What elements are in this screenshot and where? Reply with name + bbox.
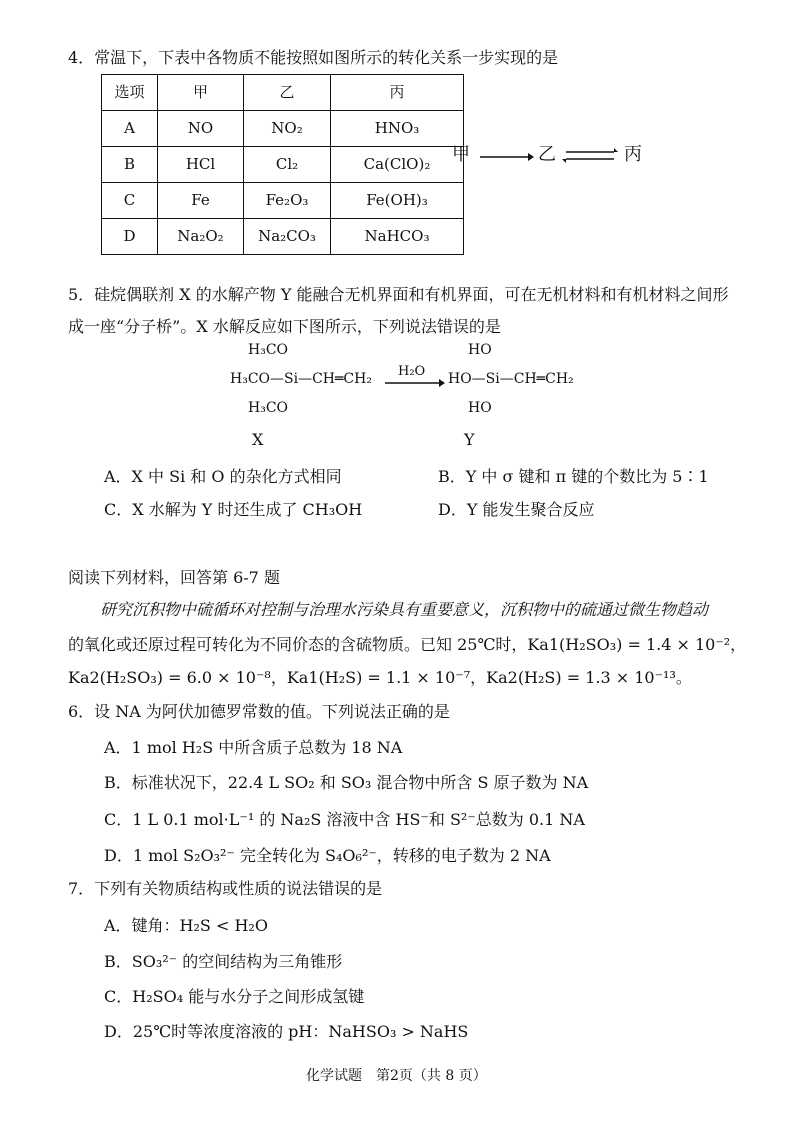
table-cell: HCl <box>158 147 244 183</box>
reagent-label: H₂O <box>398 364 426 379</box>
equilibrium-arrow-icon <box>562 146 618 166</box>
q7-option-d: D．25℃时等浓度溶液的 pH：NaHSO₃ > NaHS <box>104 1022 469 1041</box>
x-top-group: H₃CO <box>248 342 289 358</box>
q7-stem: 7．下列有关物质结构或性质的说法错误的是 <box>68 879 383 898</box>
table-header: 选项 <box>102 75 158 111</box>
q5-stem-line2: 成一座“分子桥”。X 水解反应如下图所示，下列说法错误的是 <box>68 317 501 336</box>
table-cell: D <box>102 219 158 255</box>
q6-option-b: B．标准状况下，22.4 L SO₂ 和 SO₃ 混合物中所含 S 原子数为 NA <box>104 773 589 792</box>
reaction-arrow-icon <box>385 378 445 388</box>
material-line1: 研究沉积物中硫循环对控制与治理水污染具有重要意义，沉积物中的硫通过微生物趋动 <box>100 600 709 619</box>
conversion-scheme <box>452 142 652 172</box>
x-middle-formula: H₃CO—Si—CH═CH₂ <box>230 371 372 387</box>
table-cell: Na₂O₂ <box>158 219 244 255</box>
table-header-row <box>102 75 464 111</box>
table-cell: Ca(ClO)₂ <box>331 147 464 183</box>
q7-option-c: C．H₂SO₄ 能与水分子之间形成氢键 <box>104 987 365 1006</box>
q4-table <box>101 74 464 255</box>
table-header: 乙 <box>244 75 331 111</box>
q7-option-a: A．键角：H₂S < H₂O <box>104 916 268 935</box>
table-cell: Fe <box>158 183 244 219</box>
table-cell: Fe₂O₃ <box>244 183 331 219</box>
arrow-right-icon <box>478 150 534 164</box>
q6-option-d: D．1 mol S₂O₃²⁻ 完全转化为 S₄O₆²⁻，转移的电子数为 2 NA <box>104 846 551 865</box>
y-top-group: HO <box>468 342 492 358</box>
table-cell: B <box>102 147 158 183</box>
table-cell: Na₂CO₃ <box>244 219 331 255</box>
q6-option-a: A．1 mol H₂S 中所含质子总数为 18 NA <box>104 738 403 757</box>
table-row <box>102 147 464 183</box>
scheme-bing: 丙 <box>624 144 642 165</box>
q4-stem: 4．常温下，下表中各物质不能按照如图所示的转化关系一步实现的是 <box>68 48 559 67</box>
label-x: X <box>252 430 264 449</box>
table-cell: HNO₃ <box>331 111 464 147</box>
scheme-jia: 甲 <box>452 144 470 165</box>
material-line3: Ka2(H₂SO₃) = 6.0 × 10⁻⁸，Ka1(H₂S) = 1.1 × 10⁻⁷，Ka2(H₂S) = 1.3 × 10⁻¹³。 <box>68 668 692 687</box>
q6-option-c: C．1 L 0.1 mol·L⁻¹ 的 Na₂S 溶液中含 HS⁻和 S²⁻总数为 0.1 NA <box>104 810 585 829</box>
material-heading: 阅读下列材料，回答第 6-7 题 <box>68 568 280 587</box>
y-bottom-group: HO <box>468 400 492 416</box>
q5-option-c: C．X 水解为 Y 时还生成了 CH₃OH <box>104 500 363 519</box>
table-cell: Fe(OH)₃ <box>331 183 464 219</box>
table-row <box>102 111 464 147</box>
table-row <box>102 219 464 255</box>
q6-stem: 6．设 NA 为阿伏加德罗常数的值。下列说法正确的是 <box>68 702 450 721</box>
table-cell: A <box>102 111 158 147</box>
table-header: 甲 <box>158 75 244 111</box>
q5-option-b: B．Y 中 σ 键和 π 键的个数比为 5∶1 <box>438 467 709 486</box>
x-bottom-group: H₃CO <box>248 400 289 416</box>
q5-option-a: A．X 中 Si 和 O 的杂化方式相同 <box>104 467 342 486</box>
y-middle-formula: HO—Si—CH═CH₂ <box>448 371 574 387</box>
q5-option-d: D．Y 能发生聚合反应 <box>438 500 595 519</box>
table-cell: NO <box>158 111 244 147</box>
scheme-yi: 乙 <box>538 144 556 165</box>
q5-stem-line1: 5．硅烷偶联剂 X 的水解产物 Y 能融合无机界面和有机界面，可在无机材料和有机材料之间形 <box>68 285 729 304</box>
table-header: 丙 <box>331 75 464 111</box>
label-y: Y <box>464 430 475 449</box>
table-cell: C <box>102 183 158 219</box>
q7-option-b: B．SO₃²⁻ 的空间结构为三角锥形 <box>104 952 343 971</box>
table-cell: NO₂ <box>244 111 331 147</box>
table-cell: Cl₂ <box>244 147 331 183</box>
material-line2: 的氧化或还原过程可转化为不同价态的含硫物质。已知 25℃时，Ka1(H₂SO₃) = 1.4 × 10⁻²， <box>68 635 747 654</box>
page-footer: 化学试题 第2页（共 8 页） <box>306 1068 487 1084</box>
table-row <box>102 183 464 219</box>
table-cell: NaHCO₃ <box>331 219 464 255</box>
